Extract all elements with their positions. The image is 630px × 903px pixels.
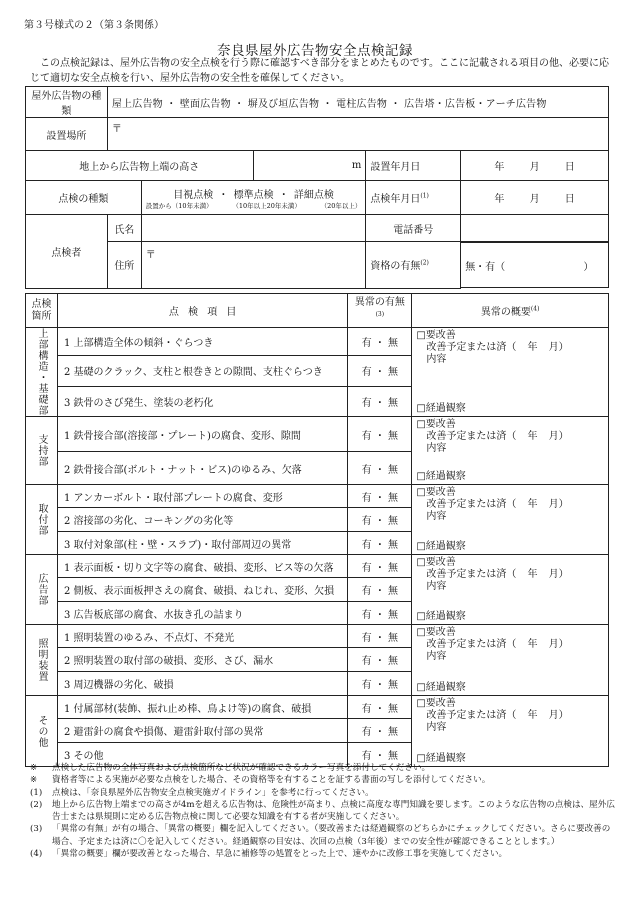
col-overview-label: 異常の概要 bbox=[480, 307, 531, 318]
phone-field[interactable] bbox=[461, 215, 609, 242]
section-part-label: 支持部 bbox=[35, 434, 47, 467]
inspection-types[interactable]: 目視点検 ・ 標準点検 ・ 詳細点検 bbox=[173, 189, 334, 201]
check-item: 1 表示面板・切り文字等の腐食、破損、変形、ビス等の欠落 bbox=[57, 555, 347, 578]
note-item bbox=[30, 774, 618, 786]
overview-cell[interactable] bbox=[412, 625, 609, 696]
follow-up-checkbox[interactable]: □経過観察 bbox=[416, 611, 466, 622]
fix-plan-text[interactable]: 改善予定または済（ 年 月） bbox=[426, 499, 569, 510]
check-item: 1 アンカーボルト・取付部プレートの腐食、変形 bbox=[57, 485, 347, 508]
follow-up-checkbox[interactable]: □経過観察 bbox=[416, 471, 466, 482]
abnormal-choice[interactable]: 有 ・ 無 bbox=[348, 743, 412, 767]
abnormal-choice[interactable]: 有 ・ 無 bbox=[348, 602, 412, 625]
note-mark: (2) bbox=[30, 799, 43, 810]
note-mark: ※ bbox=[30, 775, 38, 786]
content-label: 内容 bbox=[426, 581, 447, 592]
note-text: 「異常の概要」欄が要改善となった場合、早急に補修等の処置をとった上で、速やかに改修工事を実施してください。 bbox=[52, 849, 508, 860]
note-item bbox=[30, 799, 618, 824]
content-label: 内容 bbox=[426, 651, 447, 662]
section-part-cell bbox=[26, 417, 58, 485]
fix-plan-text[interactable]: 改善予定または済（ 年 月） bbox=[426, 639, 569, 650]
needs-fix-checkbox[interactable]: □要改善 bbox=[416, 330, 456, 341]
section-part-label: 照明装置 bbox=[35, 638, 47, 682]
install-date-field[interactable]: 年 月 日 bbox=[461, 151, 609, 181]
overview-cell[interactable] bbox=[412, 417, 609, 485]
overview-cell[interactable] bbox=[412, 328, 609, 417]
abnormal-choice[interactable]: 有 ・ 無 bbox=[348, 555, 412, 578]
height-unit: m bbox=[351, 160, 362, 171]
location-field[interactable] bbox=[107, 118, 608, 151]
check-item: 3 その他 bbox=[57, 743, 347, 767]
section-part-label: 上部構造・基礎部 bbox=[35, 328, 47, 416]
checklist-table bbox=[25, 293, 609, 767]
col-abnormal-header bbox=[348, 294, 412, 328]
note-item bbox=[30, 848, 618, 860]
table-row bbox=[26, 696, 609, 719]
section-part-label: 取付部 bbox=[35, 503, 47, 536]
qualification-close: ） bbox=[583, 261, 594, 273]
overview-cell[interactable] bbox=[412, 696, 609, 767]
address-field[interactable] bbox=[141, 242, 366, 289]
note-mark: (4) bbox=[30, 849, 43, 860]
col-part-header: 点検箇所 bbox=[26, 294, 58, 328]
check-item: 2 基礎のクラック、支柱と根巻きとの隙間、支柱ぐらつき bbox=[57, 355, 347, 386]
height-field[interactable] bbox=[253, 151, 366, 181]
table-row bbox=[26, 625, 609, 648]
table-row bbox=[26, 555, 609, 578]
overview-cell[interactable] bbox=[412, 485, 609, 555]
inspection-type-label: 点検の種類 bbox=[26, 181, 142, 215]
qualification-note: (2) bbox=[420, 259, 429, 267]
check-item: 3 取付対象部(柱・壁・スラブ)・取付部周辺の異常 bbox=[57, 532, 347, 555]
inspection-date-field[interactable]: 年 月 日 bbox=[461, 181, 609, 215]
abnormal-choice[interactable]: 有 ・ 無 bbox=[348, 386, 412, 416]
section-part-cell bbox=[26, 485, 58, 555]
check-item: 2 鉄骨接合部(ボルト・ナット・ビス)のゆるみ、欠落 bbox=[57, 452, 347, 485]
abnormal-choice[interactable]: 有 ・ 無 bbox=[348, 508, 412, 532]
note-mark: ※ bbox=[30, 763, 38, 773]
qualification-value[interactable]: 無・有（ bbox=[465, 261, 506, 273]
abnormal-choice[interactable]: 有 ・ 無 bbox=[348, 696, 412, 719]
check-item: 3 鉄骨のさび発生、塗装の老朽化 bbox=[57, 386, 347, 416]
inspector-label: 点検者 bbox=[26, 215, 108, 289]
col-overview-note: (4) bbox=[530, 305, 540, 313]
inspection-type-field[interactable] bbox=[141, 181, 366, 215]
abnormal-choice[interactable]: 有 ・ 無 bbox=[348, 532, 412, 555]
form-number: 第３号様式の２（第３条関係） bbox=[24, 20, 164, 31]
check-item: 1 照明装置のゆるみ、不点灯、不発光 bbox=[57, 625, 347, 648]
needs-fix-checkbox[interactable]: □要改善 bbox=[416, 419, 456, 430]
abnormal-choice[interactable]: 有 ・ 無 bbox=[348, 328, 412, 356]
check-item: 3 広告板底部の腐食、水抜き孔の詰まり bbox=[57, 602, 347, 625]
table-row bbox=[26, 485, 609, 508]
checklist-body bbox=[26, 328, 609, 767]
col-abnormal-note: (3) bbox=[375, 310, 385, 318]
check-item: 2 照明装置の取付部の破損、変形、さび、漏水 bbox=[57, 648, 347, 672]
location-label: 設置場所 bbox=[26, 118, 108, 151]
table-row bbox=[26, 417, 609, 452]
type-options[interactable]: 屋上広告物 ・ 壁面広告物 ・ 塀及び垣広告物 ・ 電柱広告物 ・ 広告塔・広告板・アーチ広告物 bbox=[107, 87, 608, 118]
content-label: 内容 bbox=[426, 722, 447, 733]
install-date-label: 設置年月日 bbox=[366, 151, 461, 181]
needs-fix-checkbox[interactable]: □要改善 bbox=[416, 557, 456, 568]
note-item bbox=[30, 787, 618, 799]
qualification-label-cell bbox=[366, 242, 461, 289]
section-part-cell bbox=[26, 328, 58, 417]
check-item: 3 周辺機器の劣化、破損 bbox=[57, 672, 347, 696]
follow-up-checkbox[interactable]: □経過観察 bbox=[416, 682, 466, 693]
phone-label: 電話番号 bbox=[366, 215, 461, 242]
fix-plan-text[interactable]: 改善予定または済（ 年 月） bbox=[426, 569, 569, 580]
check-item: 2 避雷針の腐食や損傷、避雷針取付部の異常 bbox=[57, 719, 347, 743]
inspection-date-label: 点検年月日 bbox=[370, 194, 421, 205]
name-field[interactable] bbox=[141, 215, 366, 242]
content-label: 内容 bbox=[426, 443, 447, 454]
fix-plan-text[interactable]: 改善予定または済（ 年 月） bbox=[426, 710, 569, 721]
section-part-label: その他 bbox=[35, 714, 47, 748]
note-text: 地上から広告物上端までの高さが4mを超える広告物は、危険性が高まり、点検に高度な専門知識を要します。このような広告物の点検は、屋外広告士または県規則に定める広告物点検に関して必要な知識を有する者が実施してください。 bbox=[52, 799, 615, 823]
section-part-cell bbox=[26, 696, 58, 767]
info-table bbox=[25, 86, 609, 289]
follow-up-checkbox[interactable]: □経過観察 bbox=[416, 753, 466, 764]
height-label: 地上から広告物上端の高さ bbox=[26, 151, 254, 181]
postal-mark-2: 〒 bbox=[145, 250, 156, 261]
abnormal-choice[interactable]: 有 ・ 無 bbox=[348, 578, 412, 602]
col-item-header: 点 検 項 目 bbox=[57, 294, 347, 328]
needs-fix-checkbox[interactable]: □要改善 bbox=[416, 627, 456, 638]
inspection-date-label-cell bbox=[366, 181, 461, 215]
fix-plan-text[interactable]: 改善予定または済（ 年 月） bbox=[426, 342, 569, 353]
check-item: 2 側板、表示面板押さえの腐食、破損、ねじれ、変形、欠損 bbox=[57, 578, 347, 602]
note-mark: (1) bbox=[30, 787, 43, 798]
check-item: 1 鉄骨接合部(溶接部・プレート)の腐食、変形、隙間 bbox=[57, 417, 347, 452]
check-item: 2 溶接部の劣化、コーキングの劣化等 bbox=[57, 508, 347, 532]
abnormal-choice[interactable]: 有 ・ 無 bbox=[348, 648, 412, 672]
type-label: 屋外広告物の種類 bbox=[26, 87, 108, 118]
section-part-cell bbox=[26, 555, 58, 625]
check-item: 1 上部構造全体の傾斜・ぐらつき bbox=[57, 328, 347, 356]
content-label: 内容 bbox=[426, 354, 447, 365]
note-item bbox=[30, 762, 618, 774]
follow-up-checkbox[interactable]: □経過観察 bbox=[416, 541, 466, 552]
abnormal-choice[interactable]: 有 ・ 無 bbox=[348, 452, 412, 485]
col-overview-header bbox=[412, 294, 609, 328]
address-label: 住所 bbox=[107, 242, 141, 289]
qualification-label: 資格の有無 bbox=[370, 261, 421, 273]
note-mark: (3) bbox=[30, 824, 43, 835]
content-label: 内容 bbox=[426, 511, 447, 522]
inspection-sub-3: （20年以上） bbox=[320, 201, 362, 210]
postal-mark: 〒 bbox=[111, 124, 122, 135]
inspection-sub-2: （10年以上20年未満） bbox=[232, 201, 301, 210]
abnormal-choice[interactable]: 有 ・ 無 bbox=[348, 625, 412, 648]
inspection-sub-1: 設置から（10年未満） bbox=[145, 201, 213, 210]
abnormal-choice[interactable]: 有 ・ 無 bbox=[348, 485, 412, 508]
col-abnormal-label: 異常の有無 bbox=[354, 296, 405, 308]
note-text: 点検した広告物の全体写真および点検箇所など状況が確認できるカラー写真を添付してください。 bbox=[52, 763, 431, 773]
section-part-cell bbox=[26, 625, 58, 696]
note-text: 「異常の有無」が有の場合、「異常の概要」欄を記入してください。（要改善または経過観察のどちらかにチェックしてください。さらに要改善の場合、予定または済に〇を記入してください。経過観察の目安は、次回の点検（3年後）までの安全性が確認できることとします。） bbox=[52, 824, 611, 847]
abnormal-choice[interactable]: 有 ・ 無 bbox=[348, 719, 412, 743]
needs-fix-checkbox[interactable]: □要改善 bbox=[416, 487, 456, 498]
qualification-field[interactable] bbox=[461, 242, 608, 288]
inspection-date-note: (1) bbox=[420, 192, 429, 200]
follow-up-checkbox[interactable]: □経過観察 bbox=[416, 403, 466, 414]
name-label: 氏名 bbox=[107, 215, 141, 242]
notes-section bbox=[30, 762, 618, 860]
note-item bbox=[30, 823, 618, 848]
note-text: 資格者等による実施が必要な点検をした場合、その資格等を有することを証する書面の写しを添付してください。 bbox=[52, 775, 491, 786]
fix-plan-text[interactable]: 改善予定または済（ 年 月） bbox=[426, 431, 569, 442]
table-row bbox=[26, 328, 609, 356]
abnormal-choice[interactable]: 有 ・ 無 bbox=[348, 417, 412, 452]
abnormal-choice[interactable]: 有 ・ 無 bbox=[348, 355, 412, 386]
page-title: 奈良県屋外広告物安全点検記録 bbox=[217, 43, 413, 59]
check-item: 1 付属部材(装飾、振れ止め棒、鳥よけ等)の腐食、破損 bbox=[57, 696, 347, 719]
abnormal-choice[interactable]: 有 ・ 無 bbox=[348, 672, 412, 696]
overview-cell[interactable] bbox=[412, 555, 609, 625]
note-text: 点検は、「奈良県屋外広告物安全点検実施ガイドライン」を参考に行ってください。 bbox=[52, 787, 374, 798]
needs-fix-checkbox[interactable]: □要改善 bbox=[416, 698, 456, 709]
intro-text: この点検記録は、屋外広告物の安全点検を行う際に確認すべき部分をまとめたものです。ここに記載される項目の他、必要に応じて適切な安全点検を行い、屋外広告物の安全性を確保してください。 bbox=[30, 58, 609, 84]
section-part-label: 広告部 bbox=[35, 573, 47, 606]
